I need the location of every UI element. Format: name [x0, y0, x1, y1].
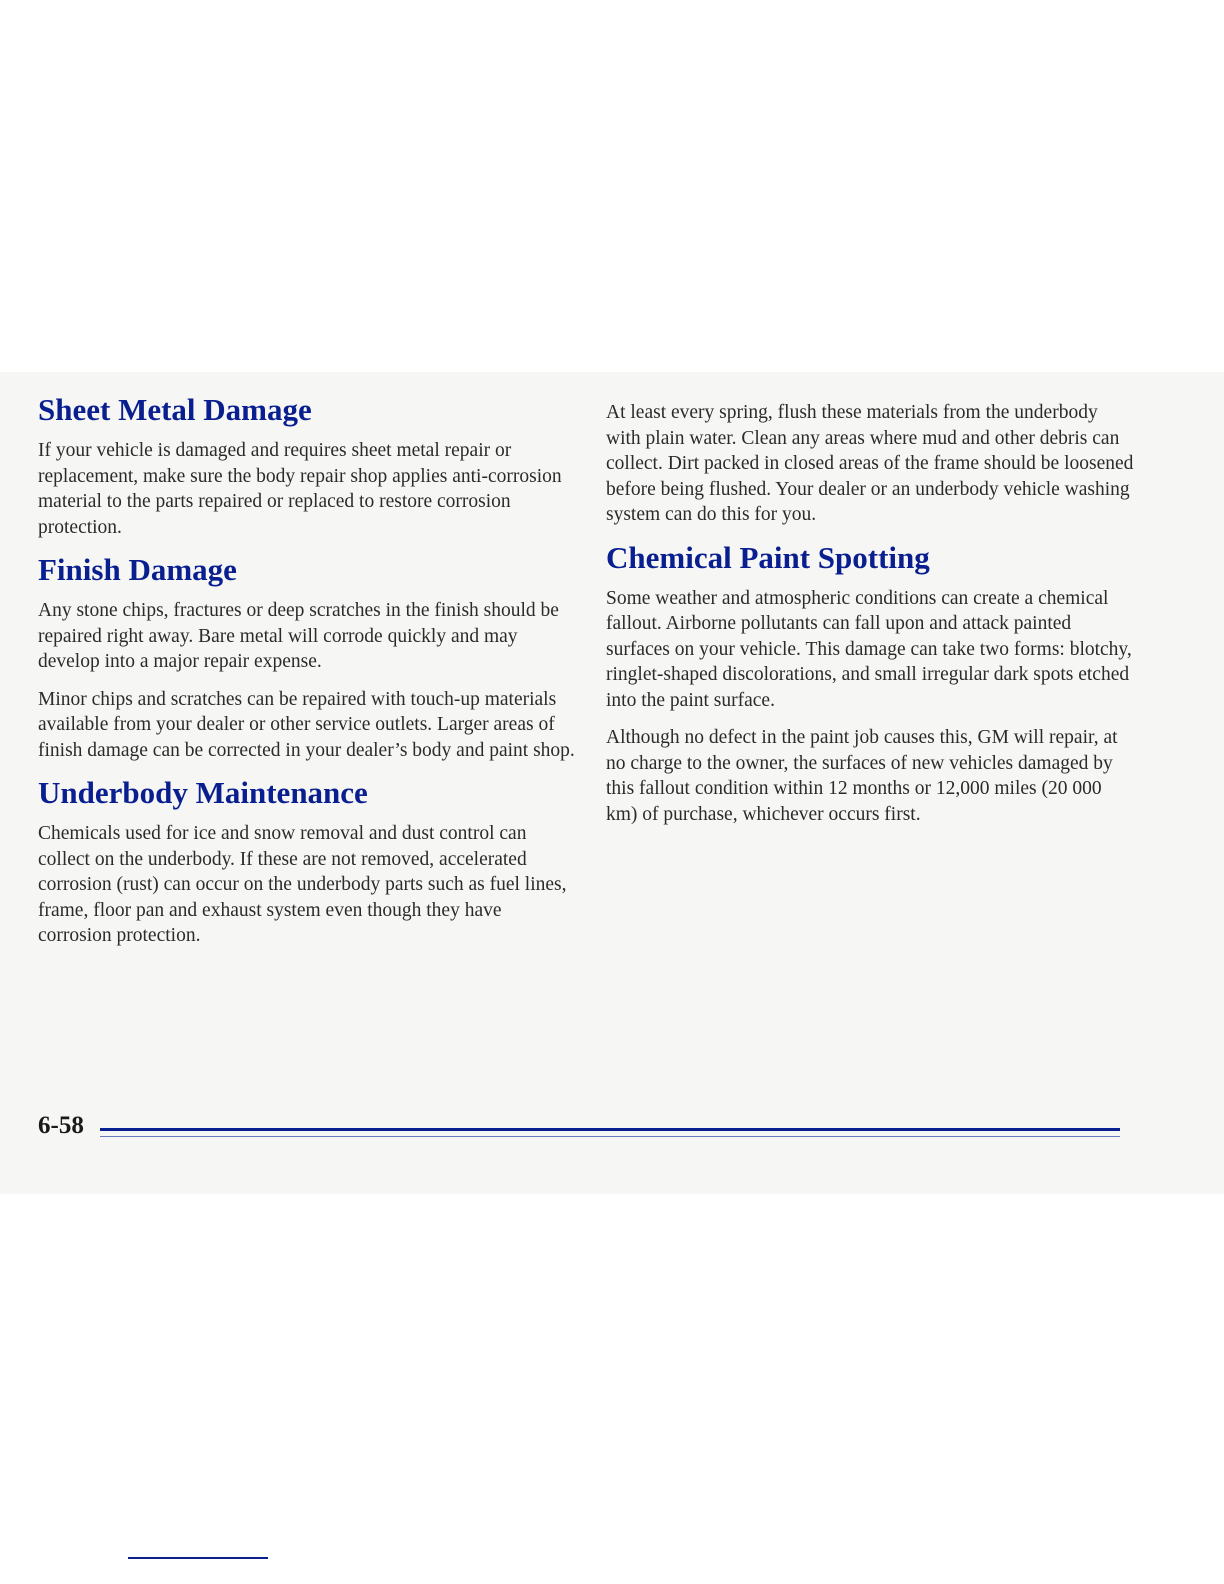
paragraph-sheet-metal-damage: If your vehicle is damaged and requires sheet metal repair or replacement, make sure the body repair shop applies anti-corrosion material to the parts repaired or replaced to restore corrosion protection. [38, 440, 562, 538]
paragraph-finish-damage-1: Any stone chips, fractures or deep scratches in the finish should be repaired right away. Bare metal will corrode quickly and may develop into a major repair expense. [38, 600, 559, 672]
paragraph-chemical-paint-spotting-2: Although no defect in the paint job causes this, GM will repair, at no charge to the owner, the surfaces of new vehicles damaged by this fallout condition within 12 months or 12,000 miles (20 000 km) of purchase, whichever occurs first. [606, 727, 1118, 825]
heading-chemical-paint-spotting: Chemical Paint Spotting [606, 539, 930, 575]
paragraph-finish-damage-2: Minor chips and scratches can be repaired with touch-up materials available from your dealer or other service outlets. Larger areas of finish damage can be corrected in your dealer’s body and paint shop. [38, 688, 575, 761]
paragraph-underbody-maintenance: Chemicals used for ice and snow removal and dust control can collect on the underbody. If these are not removed, accelerated corrosion (rust) can occur on the underbody parts such as fuel lines, frame, floor pan and exhaust system even though they have corrosion protection. [38, 823, 567, 946]
heading-sheet-metal-damage: Sheet Metal Damage [38, 392, 312, 427]
heading-finish-damage: Finish Damage [38, 552, 237, 587]
left-column [38, 392, 578, 961]
footer-rule-thin [100, 1136, 1120, 1137]
footer-rule [100, 1128, 1120, 1131]
paragraph-chemical-paint-spotting-1: Some weather and atmospheric conditions can create a chemical fallout. Airborne pollutants can fall upon and attack painted surfaces on your vehicle. This damage can take two forms: blotchy, ringlet-shaped discolorations, and small irregular dark spots etched into the paint surface. [606, 587, 1132, 711]
right-column [606, 400, 1136, 839]
paragraph-underbody-flush: At least every spring, flush these materials from the underbody with plain water. Clean any areas where mud and other debris can collect. Dirt packed in closed areas of the frame should be loosened before being flushed. Your dealer or an underbody vehicle washing system can do this for you. [606, 402, 1134, 525]
heading-underbody-maintenance: Underbody Maintenance [38, 775, 368, 810]
bottom-edge-mark [128, 1557, 268, 1559]
page-number: 6-58 [38, 1112, 84, 1139]
